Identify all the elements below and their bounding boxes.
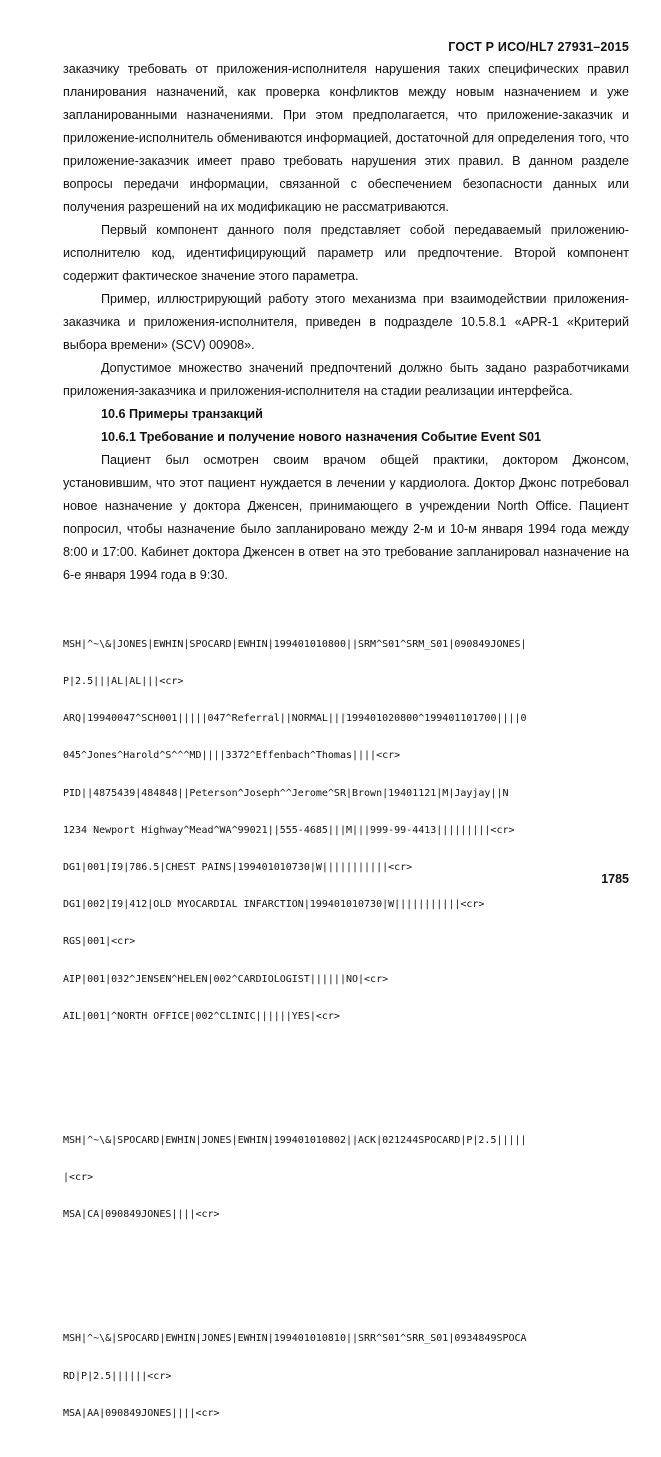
code-line: ARQ|19940047^SCH001|||||047^Referral||NORMAL|||199401020800^199401101700||||0: [63, 713, 527, 725]
code-line: AIL|001|^NORTH OFFICE|002^CLINIC||||||YES|<cr>: [63, 1010, 340, 1022]
paragraph: Пациент был осмотрен своим врачом общей практики, доктором Джонсом, установившим, что этот пациент нуждается в лечении у кардиолога. Доктор Джонс потребовал новое назначение у доктора Дженсен, принимающего в учреждении North Office. Пациент попросил, чтобы назначение было запланировано между 2-м и 10-м января 1994 года между 8:00 и 17:00. Кабинет доктора Дженсен в ответ на это требование запланировал назначение на 6-е января 1994 года в 9:30.: [63, 453, 629, 582]
code-line: 1234 Newport Highway^Mead^WA^99021||555-4685|||M|||999-99-4413|||||||||<cr>: [63, 824, 515, 836]
code-line: AIP|001|032^JENSEN^HELEN|002^CARDIOLOGIST||||||NO|<cr>: [63, 973, 389, 985]
code-line: DG1|001|I9|786.5|CHEST PAINS|199401010730|W|||||||||||<cr>: [63, 861, 413, 873]
code-line: 045^Jones^Harold^S^^^MD||||3372^Effenbach^Thomas||||<cr>: [63, 750, 401, 762]
code-line: MSH|^~\&|SPOCARD|EWHIN|JONES|EWHIN|199401010802||ACK|021244SPOCARD|P|2.5|||||: [63, 1134, 527, 1146]
code-line: |<cr>: [63, 1172, 94, 1184]
code-line: DG1|002|I9|412|OLD MYOCARDIAL INFARCTION|199401010730|W|||||||||||<cr>: [63, 899, 485, 911]
block-spacer: [63, 1073, 633, 1085]
block-spacer: [63, 1271, 633, 1283]
code-block-srr: [63, 1309, 633, 1445]
paragraph: Пример, иллюстрирующий работу этого механизма при взаимодействии приложения-заказчика и приложения-исполнителя, приведен в подразделе 10.5.8.1 «APR-1 «Критерий выбора времени» (SCV) 00908».: [63, 292, 629, 352]
document-header: ГОСТ Р ИСО/HL7 27931–2015: [448, 40, 629, 54]
code-line: MSH|^~\&|JONES|EWHIN|SPOCARD|EWHIN|199401010800||SRM^S01^SRM_S01|090849JONES|: [63, 638, 527, 650]
code-line: MSA|CA|090849JONES||||<cr>: [63, 1209, 220, 1221]
code-line: PID||4875439|484848||Peterson^Joseph^^Jerome^SR|Brown|19401121|M|Jayjay||N: [63, 787, 509, 799]
paragraph: Допустимое множество значений предпочтений должно быть задано разработчиками приложения-заказчика и приложения-исполнителя на стадии реализации интерфейса.: [63, 361, 629, 398]
code-block-srm: [63, 614, 633, 1048]
section-heading: 10.6 Примеры транзакций: [101, 407, 263, 421]
page-number: 1785: [601, 872, 629, 886]
subsection-heading: 10.6.1 Требование и получение нового назначения Событие Event S01: [101, 430, 541, 444]
code-line: RGS|001|<cr>: [63, 936, 136, 948]
main-text: [63, 58, 629, 587]
code-line: MSA|AA|090849JONES||||<cr>: [63, 1407, 220, 1419]
paragraph: Первый компонент данного поля представляет собой передаваемый приложению-исполнителю код, идентифицирующий параметр или предпочтение. Второй компонент содержит фактическое значение этого параметра.: [63, 223, 629, 283]
code-line: P|2.5|||AL|AL|||<cr>: [63, 675, 184, 687]
code-line: RD|P|2.5||||||<cr>: [63, 1370, 172, 1382]
paragraph: заказчику требовать от приложения-исполнителя нарушения таких специфических правил планирования назначений, как проверка конфликтов между новым назначением и уже запланированными назначениями. При этом предполагается, что приложение-заказчик и приложение-исполнитель обмениваются информацией, достаточной для определения того, что приложение-заказчик имеет право требовать нарушения этих правил. В данном разделе вопросы передачи информации, связанной с обеспечением безопасности данных или получения разрешений на их модификацию не рассматриваются.: [63, 62, 629, 214]
hl7-message-examples: [63, 589, 633, 1457]
code-block-ack: [63, 1110, 633, 1246]
code-line: MSH|^~\&|SPOCARD|EWHIN|JONES|EWHIN|199401010810||SRR^S01^SRR_S01|0934849SPOCA: [63, 1333, 527, 1345]
